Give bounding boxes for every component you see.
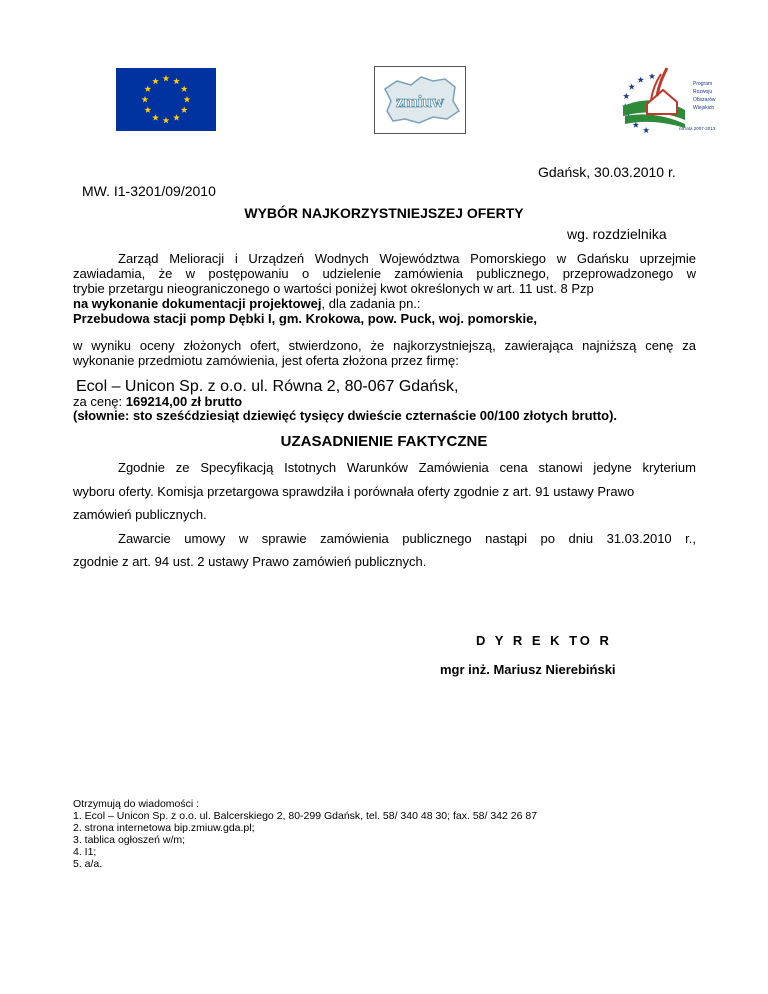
price-line: za cenę: 169214,00 zł brutto <box>73 394 243 409</box>
svg-text:na lata 2007-2013: na lata 2007-2013 <box>679 126 716 131</box>
intro-line: Zarząd Melioracji i Urządzeń Wodnych Województwa Pomorskiego w Gdańsku uprzejmie <box>118 251 696 266</box>
recipient-item: 1. Ecol – Unicon Sp. z o.o. ul. Balcerskiego 2, 80-299 Gdańsk, tel. 58/ 340 48 30; fax. 58/ 342 26 87 <box>73 810 538 822</box>
justification-line: zgodnie z art. 94 ust. 2 ustawy Prawo zamówień publicznych. <box>73 554 427 569</box>
justification-title: UZASADNIENIE FAKTYCZNE <box>280 433 488 450</box>
svg-text:Wiejskich: Wiejskich <box>693 105 715 111</box>
prow-logo <box>617 66 737 134</box>
document-date: Gdańsk, 30.03.2010 r. <box>538 164 676 180</box>
justification-line: Zgodnie ze Specyfikacją Istotnych Warunków Zamówienia cena stanowi jedyne kryterium <box>118 460 696 475</box>
document-title: WYBÓR NAJKORZYSTNIEJSZEJ OFERTY <box>244 205 524 221</box>
zmiuw-logo <box>374 66 466 134</box>
signatory-name: mgr inż. Mariusz Nierebiński <box>440 662 616 677</box>
document-reference: MW. I1-3201/09/2010 <box>82 183 216 199</box>
intro-line: zawiadamia, że w postępowaniu o udzielenie zamówienia publicznego, przeprowadzonego w <box>73 266 696 281</box>
justification-line: Zawarcie umowy w sprawie zamówienia publicznego nastąpi po dniu 31.03.2010 r., <box>118 531 696 546</box>
task-name: Przebudowa stacji pomp Dębki I, gm. Krokowa, pow. Puck, woj. pomorskie, <box>73 311 537 326</box>
recipient-item: 5. a/a. <box>73 858 103 870</box>
prow-star-icon <box>637 77 643 83</box>
intro-line: trybie przetargu nieograniczonego o wartości poniżej kwot określonych w art. 11 ust. 8 Pzp <box>73 281 594 296</box>
svg-text:Program: Program <box>693 81 713 87</box>
recipient-item: 3. tablica ogłoszeń w/m; <box>73 834 186 846</box>
recipient-item: 2. strona internetowa bip.zmiuw.gda.pl; <box>73 822 255 834</box>
eu-flag-logo <box>116 68 216 131</box>
svg-text:Obszarów: Obszarów <box>693 97 716 103</box>
prow-star-icon <box>643 127 649 133</box>
svg-text:Rozwoju: Rozwoju <box>693 89 713 95</box>
recipients-title: Otrzymują do wiadomości : <box>73 798 200 810</box>
result-line: wykonanie przedmiotu zamówienia, jest oferta złożona przez firmę: <box>73 353 459 368</box>
zmiuw-logo-text: zmiuw <box>395 92 445 111</box>
result-line: w wyniku oceny złożonych ofert, stwierdzono, że najkorzystniejszą, zawierająca najniższą cenę za <box>73 338 696 353</box>
justification-line: wyboru oferty. Komisja przetargowa sprawdziła i porównała oferty zgodnie z art. 91 ustawy Prawo <box>73 484 635 499</box>
prow-star-icon <box>649 73 655 79</box>
prow-star-icon <box>628 83 634 89</box>
prow-star-icon <box>623 93 629 99</box>
justification-line: zamówień publicznych. <box>73 507 207 522</box>
distribution-note: wg. rozdzielnika <box>567 226 667 242</box>
recipient-item: 4. I1; <box>73 846 97 858</box>
intro-line: na wykonanie dokumentacji projektowej, dla zadania pn.: <box>73 296 421 311</box>
signatory-role: D Y R E K TO R <box>476 633 612 648</box>
winning-company: Ecol – Unicon Sp. z o.o. ul. Równa 2, 80-067 Gdańsk, <box>76 378 459 395</box>
price-in-words: (słownie: sto sześćdziesiąt dziewięć tysięcy dwieście czternaście 00/100 złotych brutto). <box>73 408 618 423</box>
